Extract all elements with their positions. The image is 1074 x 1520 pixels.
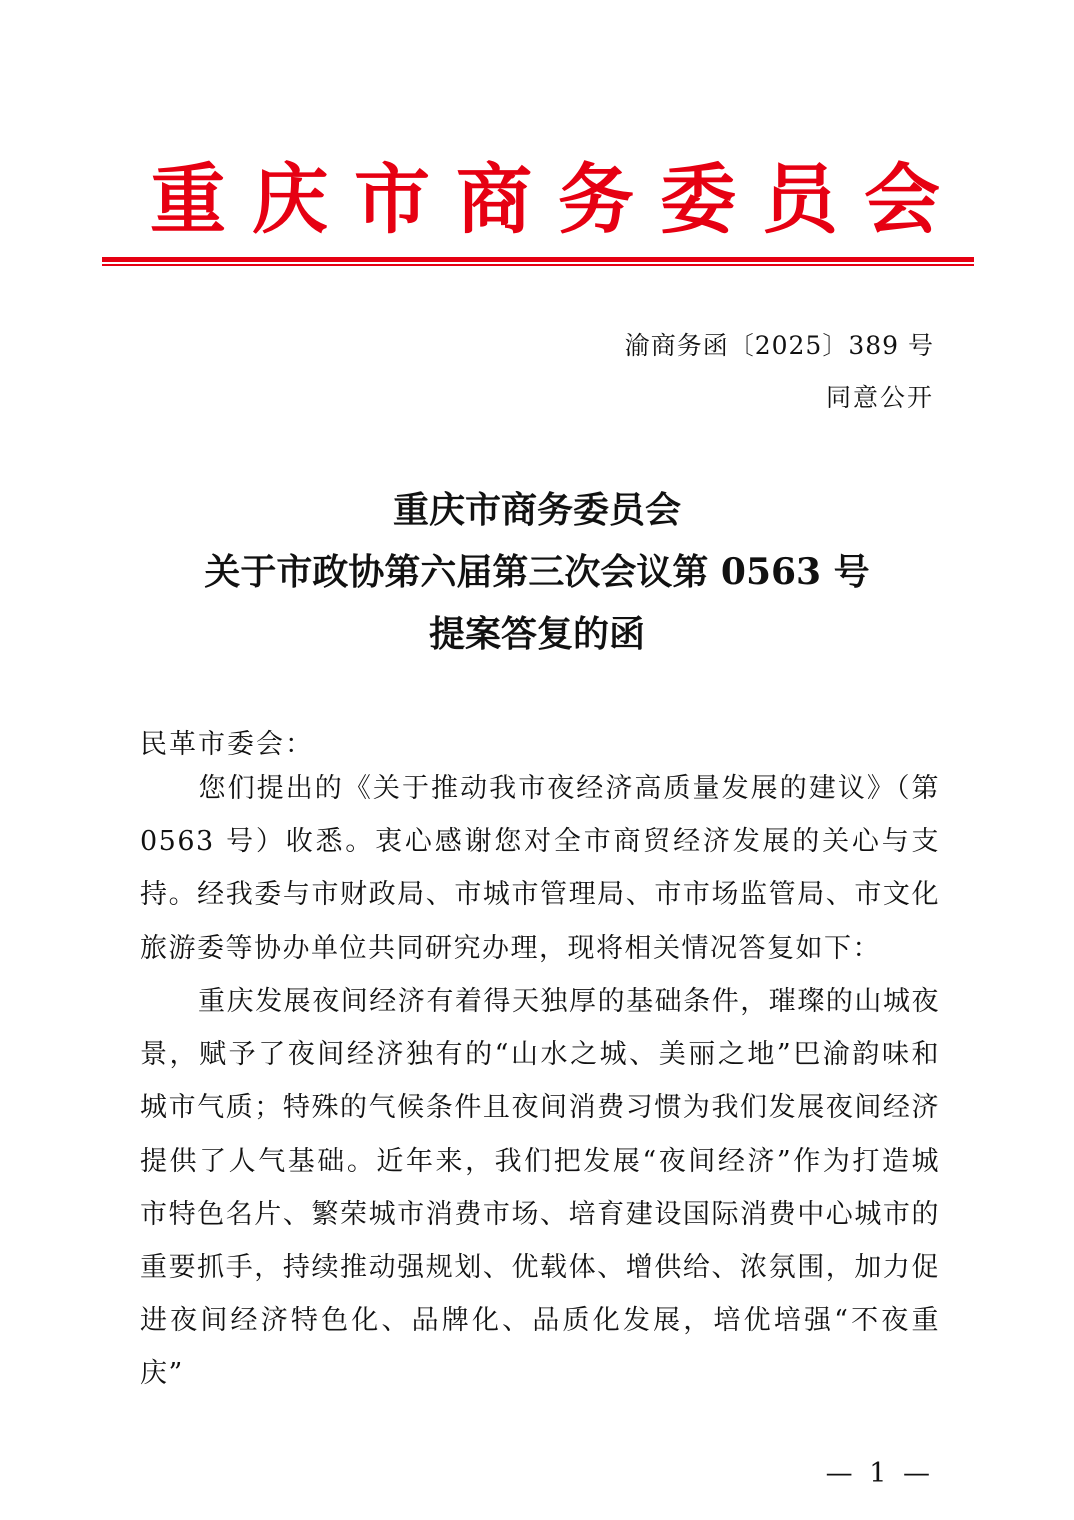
body-paragraph-text: 您们提出的《关于推动我市夜经济高质量发展的建议》（第 0563 号）收悉。衷心感谢您对全市商贸经济发展的关心与支持。经我委与市财政局、市城市管理局、市市场监管局、市文化旅游委等协办单位共同研究办理，现将相关情况答复如下： [140, 773, 940, 964]
disclosure-status: 同意公开 [825, 383, 934, 412]
masthead-char: 员 [762, 155, 838, 244]
document-title-line-2: 关于市政协第六届第三次会议第 0563 号 [204, 551, 870, 593]
masthead-char: 庆 [252, 155, 328, 244]
masthead-char: 委 [660, 155, 736, 244]
red-divider-thin [102, 264, 974, 266]
masthead-char: 重 [150, 155, 226, 244]
masthead-title [150, 150, 940, 250]
body-paragraph-text: 重庆发展夜间经济有着得天独厚的基础条件，璀璨的山城夜景，赋予了夜间经济独有的“山水之城、美丽之地”巴渝韵味和城市气质；特殊的气候条件且夜间消费习惯为我们发展夜间经济提供了人气基础。近年来，我们把发展“夜间经济”作为打造城市特色名片、繁荣城市消费市场、培育建设国际消费中心城市的重要抓手，持续推动强规划、优载体、增供给、浓氛围，加力促进夜间经济特色化、品牌化、品质化发展，培优培强“不夜重庆” [140, 986, 940, 1390]
document-number: 渝商务函〔2025〕389 号 [624, 331, 934, 360]
masthead-char: 市 [354, 155, 430, 244]
red-divider-thick [102, 257, 974, 262]
masthead-char: 会 [864, 155, 940, 244]
document-title-line-3: 提案答复的函 [428, 613, 645, 655]
document-title-line-1: 重庆市商务委员会 [392, 489, 681, 531]
page-number: — 1 — [825, 1458, 934, 1489]
masthead-char: 务 [558, 155, 634, 244]
body-paragraph [140, 762, 940, 975]
masthead-char: 商 [456, 155, 532, 244]
body-paragraph [140, 975, 940, 1401]
addressee: 民革市委会： [140, 729, 314, 760]
